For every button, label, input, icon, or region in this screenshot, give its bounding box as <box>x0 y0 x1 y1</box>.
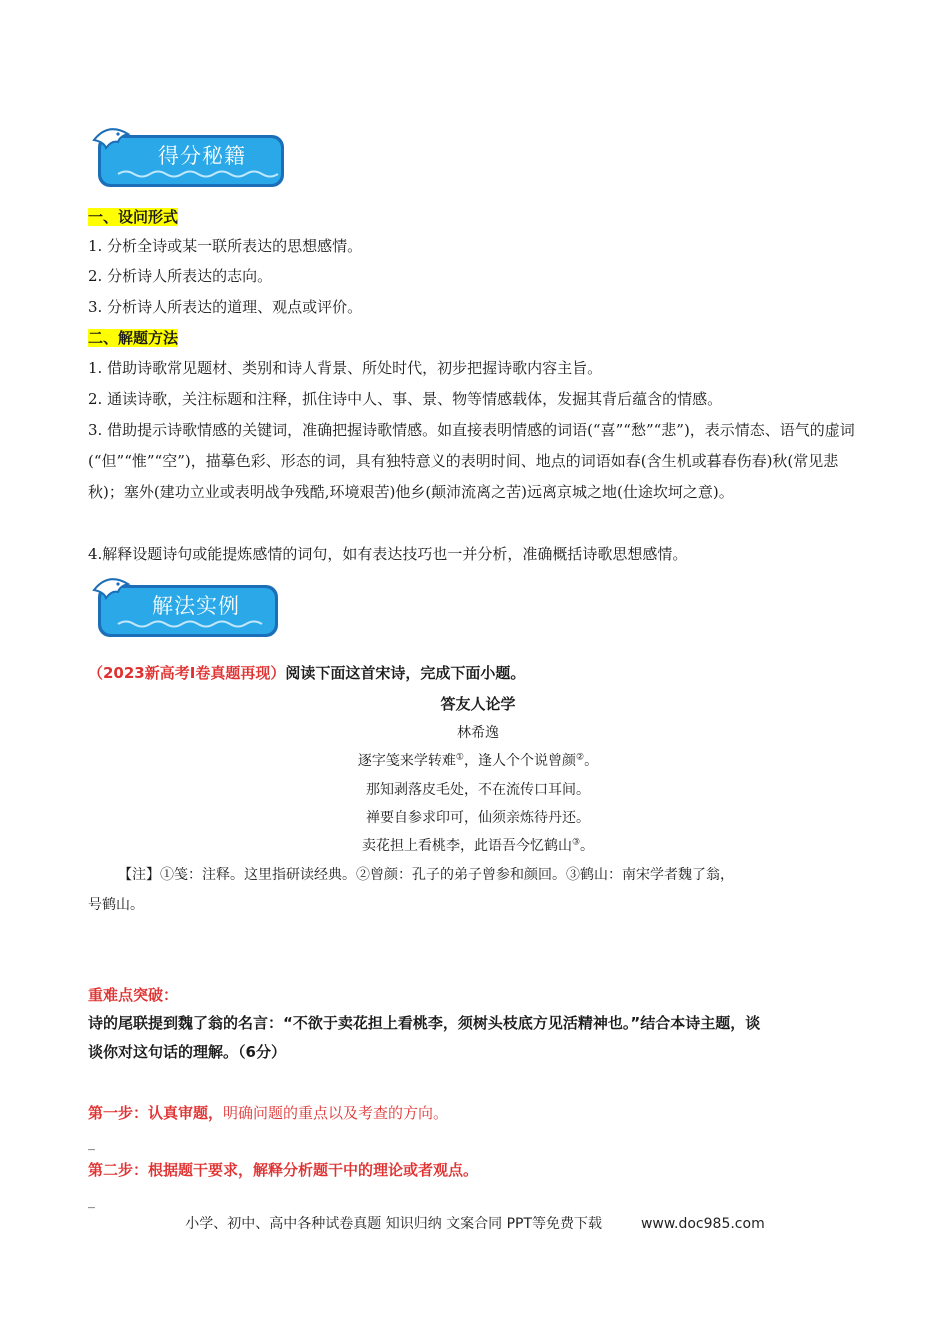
section2-item-3: 3. 借助提示诗歌情感的关键词，准确把握诗歌情感。如直接表明情感的词语(“喜”“愁”“悲”)，表示情态、语气的虚词(“但”“惟”“空”)，描摹色彩、形态的词，具有独特意义的表明时间、地点的词语如春(含生机或暮春伤春)秋(常见悲秋)；塞外(建功立业或表明战争残酷,环境艰苦)他乡(颠沛流离之苦)远离京城之地(仕途坎坷之意)。 <box>88 421 855 501</box>
poem-note-line-1: 【注】①笺：注释。这里指研读经典。②曾颜：孔子的弟子曾参和颜回。③鹤山：南宋学者魏了翁， <box>118 867 734 883</box>
example-source: （2023新高考Ⅰ卷真题再现） <box>88 664 286 682</box>
example-intro <box>88 663 868 684</box>
breakthrough-question-line-1: 诗的尾联提到魏了翁的名言：“不欲于卖花担上看桃李，须树头枝底方见活精神也。”结合本诗主题，谈 <box>88 1014 761 1032</box>
section1-item-1: 1. 分析全诗或某一联所表达的思想感情。 <box>88 237 363 255</box>
step-1-text: 明确问题的重点以及考查的方向。 <box>223 1104 449 1122</box>
poem-line-4: 卖花担上看桃李，此语吾今忆鹤山③。 <box>361 837 595 854</box>
breakthrough-heading: 重难点突破： <box>88 986 179 1004</box>
badge-title: 解法实例 <box>152 594 240 618</box>
dash-2: _ <box>88 1193 95 1209</box>
dash-1: _ <box>88 1135 95 1151</box>
section1-item-3: 3. 分析诗人所表达的道理、观点或评价。 <box>88 298 363 316</box>
poem-title: 答友人论学 <box>440 695 516 713</box>
section2-heading-line <box>88 328 868 349</box>
section2-item-4: 4.解释设题诗句或能提炼感情的词句，如有表达技巧也一并分析，准确概括诗歌思想感情。 <box>88 545 688 563</box>
section2-heading: 二、解题方法 <box>88 329 179 347</box>
footer-site: www.doc985.com <box>640 1216 765 1232</box>
poem-author: 林希逸 <box>457 725 499 741</box>
section1-heading-line <box>88 207 868 228</box>
badge-title: 得分秘籍 <box>158 144 246 168</box>
poem-line-2: 那知剥落皮毛处，不在流传口耳间。 <box>366 782 590 798</box>
section2-item-2: 2. 通读诗歌，关注标题和注释，抓住诗中人、事、景、物等情感载体，发掘其背后蕴含的情感。 <box>88 390 723 408</box>
example-instruction: 阅读下面这首宋诗，完成下面小题。 <box>285 664 526 682</box>
step-1-label: 第一步：认真审题， <box>88 1104 224 1122</box>
poem-line-1: 逐字笺来学转难①，逢人个个说曾颜②。 <box>357 752 599 769</box>
badge-solution-examples <box>92 572 292 636</box>
footer <box>0 1213 950 1233</box>
badge-scoring-secrets <box>88 122 288 186</box>
poem-line-3: 禅要自参求印可，仙须亲炼待丹还。 <box>366 810 590 826</box>
section2-item-1: 1. 借助诗歌常见题材、类别和诗人背景、所处时代，初步把握诗歌内容主旨。 <box>88 359 603 377</box>
breakthrough-question-line-2: 谈你对这句话的理解。（6分） <box>88 1043 286 1061</box>
footer-text: 小学、初中、高中各种试卷真题 知识归纳 文案合同 PPT等免费下载 <box>185 1216 603 1232</box>
step-1 <box>88 1103 868 1124</box>
step-2: 第二步：根据题干要求，解释分析题干中的理论或者观点。 <box>88 1161 479 1179</box>
section1-heading: 一、设问形式 <box>88 208 179 226</box>
poem-note-line-2: 号鹤山。 <box>88 897 144 913</box>
section1-item-2: 2. 分析诗人所表达的志向。 <box>88 267 273 285</box>
